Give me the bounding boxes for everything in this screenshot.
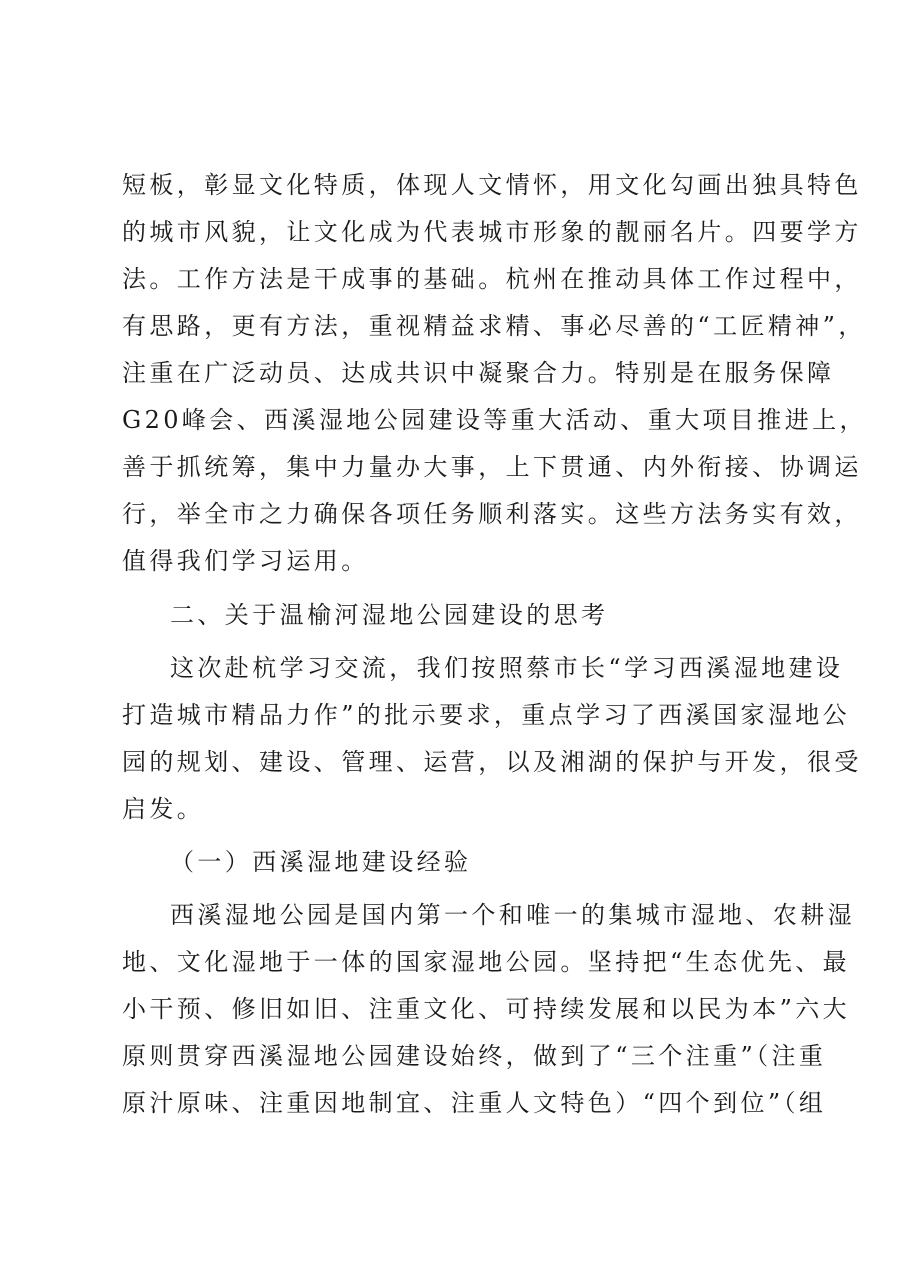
subsection-heading: （一）西溪湿地建设经验 — [170, 848, 472, 876]
paragraph-line: 这次赴杭学习交流，我们按照蔡市长“学习西溪湿地建设 — [170, 654, 844, 682]
paragraph-line: 打造城市精品力作”的批示要求，重点学习了西溪国家湿地公 — [122, 701, 851, 729]
paragraph-line: 原汁原味、注重因地制宜、注重人文特色）“四个到位”（组 — [122, 1089, 827, 1117]
paragraph-line: 的城市风貌，让文化成为代表城市形象的靓丽名片。四要学方 — [122, 218, 862, 246]
paragraph-line: 原则贯穿西溪湿地公园建设始终，做到了“三个注重”（注重 — [122, 1042, 827, 1070]
paragraph-line: 值得我们学习运用。 — [122, 547, 369, 575]
paragraph-line: 法。工作方法是干成事的基础。杭州在推动具体工作过程中， — [122, 265, 862, 293]
paragraph-line: 地、文化湿地于一体的国家湿地公园。坚持把“生态优先、最 — [122, 948, 851, 976]
paragraph-line: 行，举全市之力确保各项任务顺利落实。这些方法务实有效， — [122, 500, 862, 528]
paragraph-line: 园的规划、建设、管理、运营，以及湘湖的保护与开发，很受 — [122, 748, 862, 776]
paragraph-line: 小干预、修旧如旧、注重文化、可持续发展和以民为本”六大 — [122, 995, 851, 1023]
paragraph-line: 短板，彰显文化特质，体现人文情怀，用文化勾画出独具特色 — [122, 171, 862, 199]
section-heading: 二、关于温榆河湿地公园建设的思考 — [170, 601, 609, 629]
paragraph-line: 注重在广泛动员、达成共识中凝聚合力。特别是在服务保障 — [122, 359, 835, 387]
paragraph-line: 启发。 — [122, 795, 205, 823]
paragraph-line: G20峰会、西溪湿地公园建设等重大活动、重大项目推进上， — [122, 406, 867, 434]
paragraph-line: 西溪湿地公园是国内第一个和唯一的集城市湿地、农耕湿 — [170, 901, 855, 929]
paragraph-line: 有思路，更有方法，重视精益求精、事必尽善的“工匠精神”， — [122, 312, 866, 340]
paragraph-line: 善于抓统筹，集中力量办大事，上下贯通、内外衔接、协调运 — [122, 453, 862, 481]
